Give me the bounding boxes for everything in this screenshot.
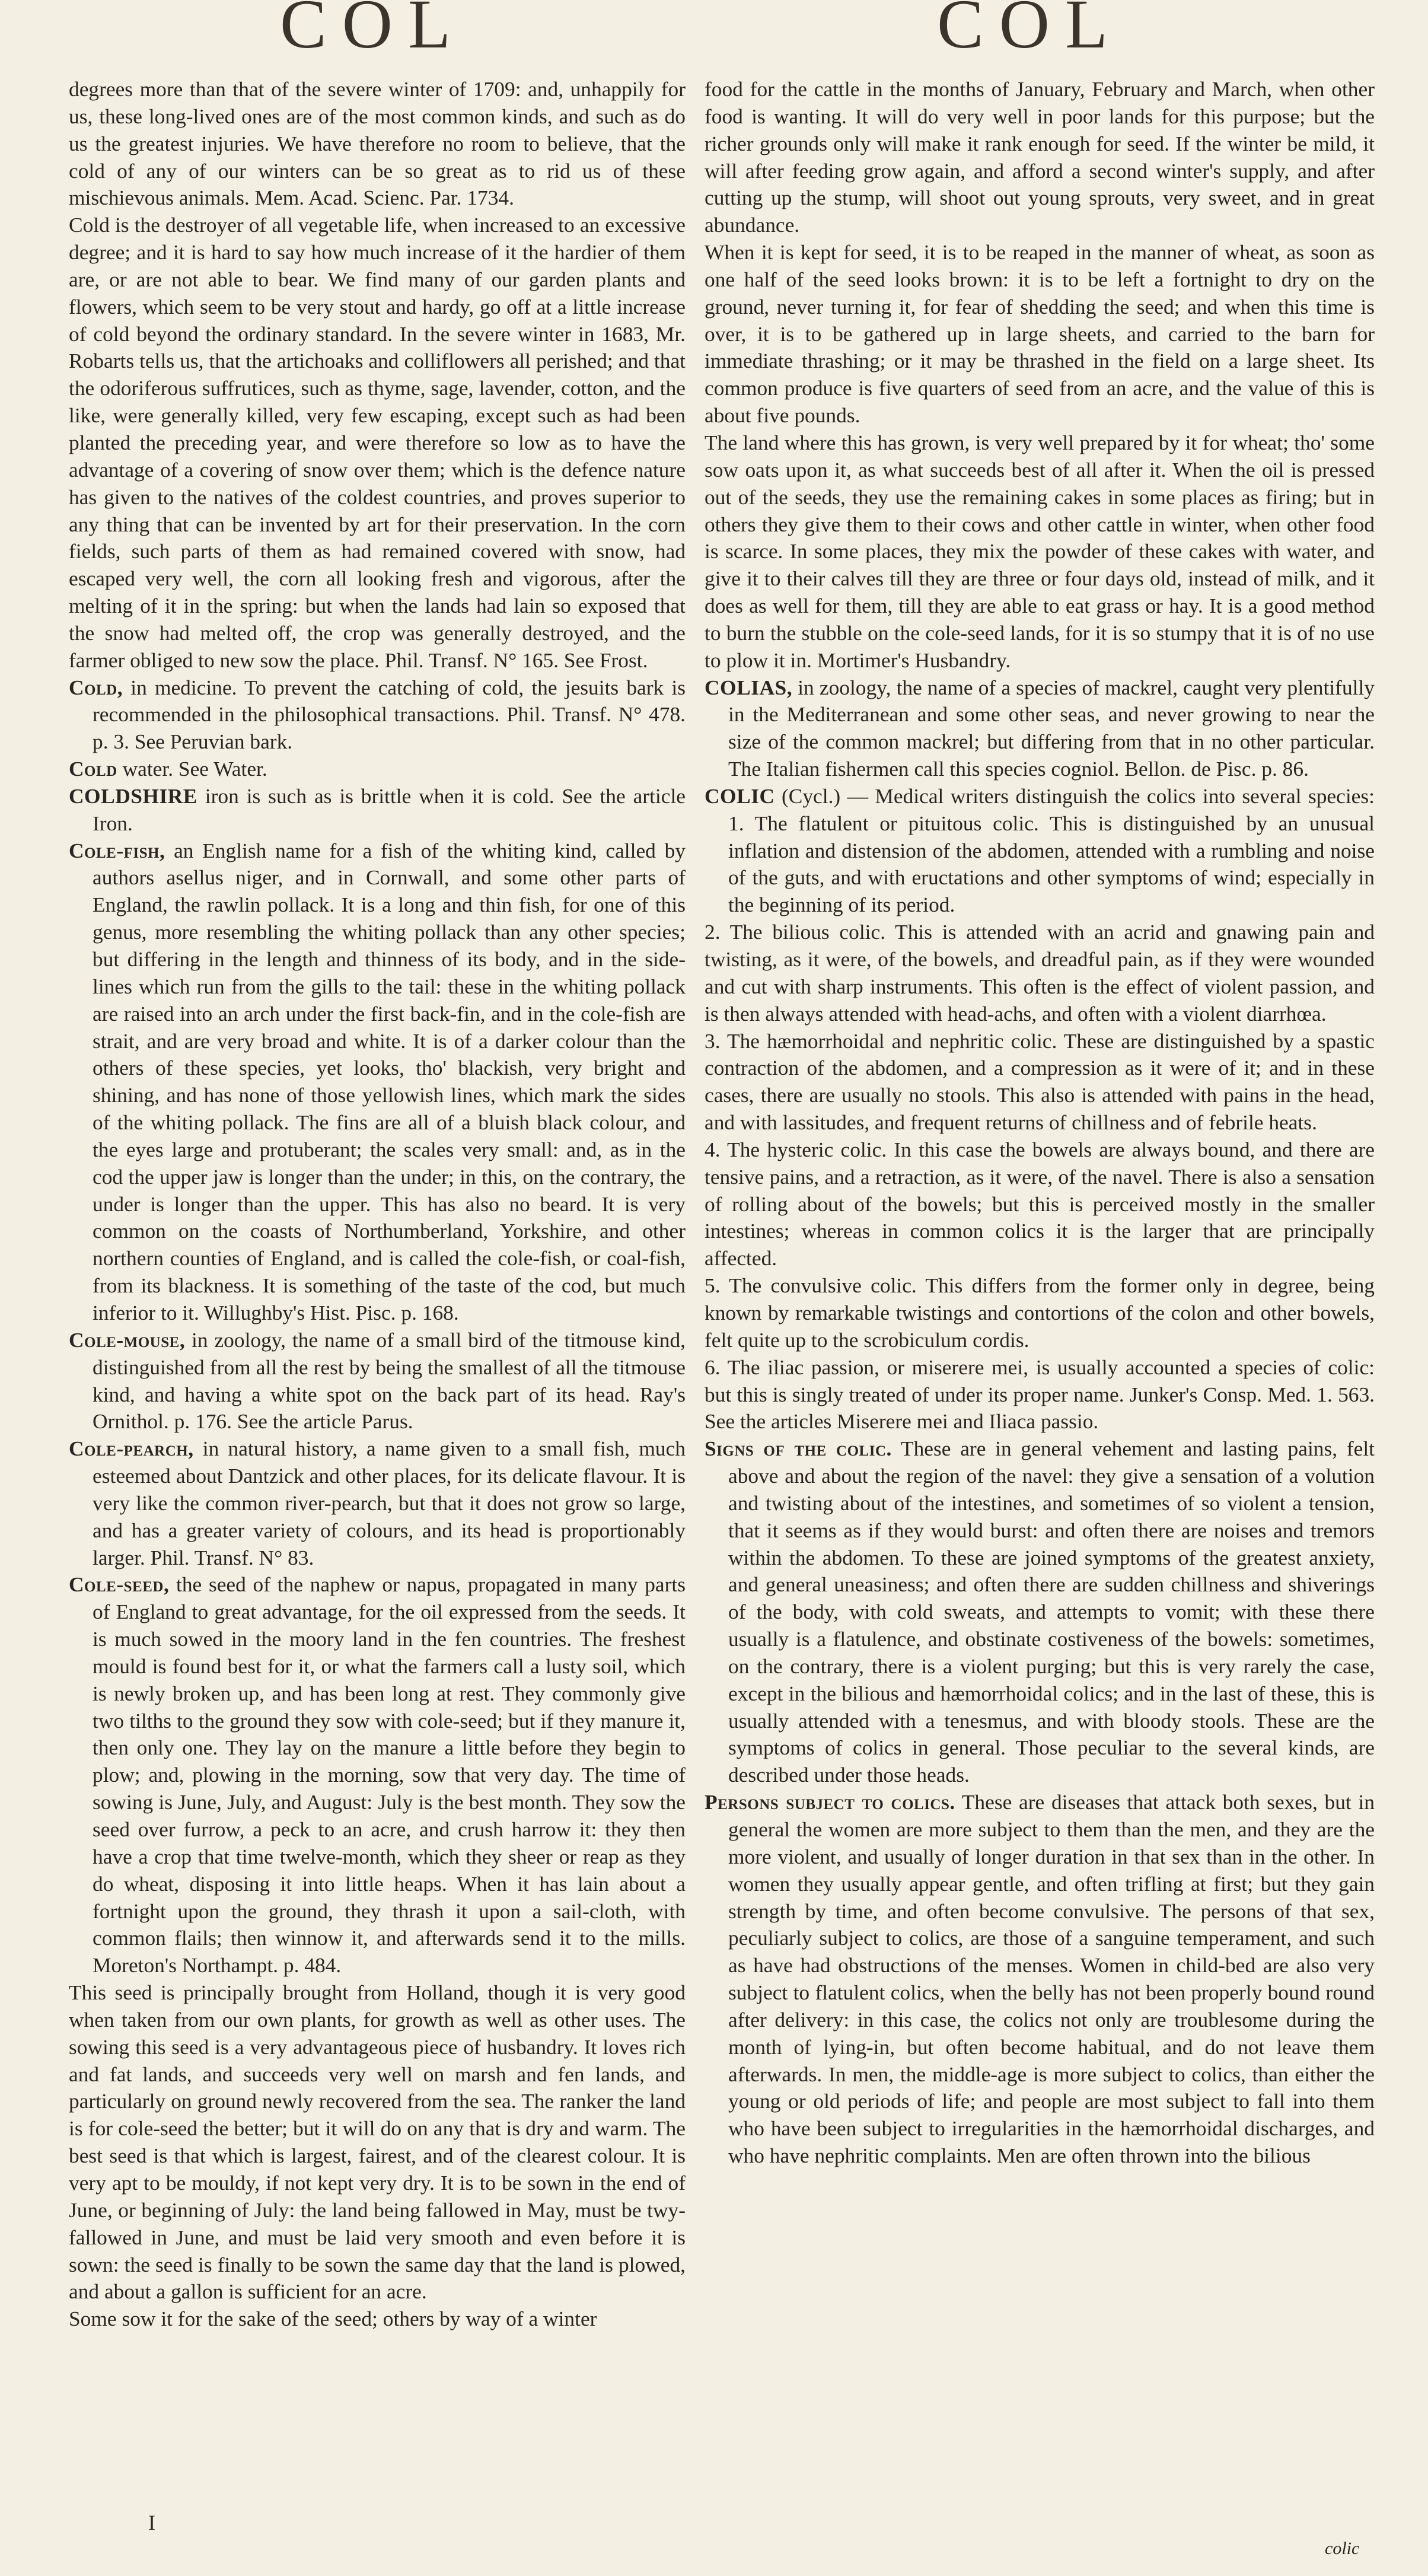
catchword: colic xyxy=(1325,2539,1360,2558)
left-column xyxy=(69,76,686,2508)
entry-headword: Cold xyxy=(69,757,117,781)
header-right: COL xyxy=(937,0,1123,63)
paragraph: Some sow it for the sake of the seed; others by way of a winter xyxy=(69,2307,597,2331)
entry-body: These are in general vehement and lasting pains, felt above and about the region of the navel: they give a sensation of a volution and twisting about of the intestines, and sometimes of so violent a tension, that it seems as if they would burst: and often there are noises and tremors within the abdomen. To these are joined symptoms of the greatest anxiety, and general uneasiness; and often there are sudden chillness and shiverings of the body, with cold sweats, and attempts to vomit; with these there usually is a flatulence, and obstinate costiveness of the bowels: sometimes, on the contrary, there is a violent purging; but this is very rarely the case, except in the bilious and hæmorrhoidal colics; and in the last of these, this is usually attended with a tenesmus, and with bloody stools. These are the symptoms of colics in general. Those peculiar to the several kinds, are described under those heads. xyxy=(728,1437,1375,1787)
dictionary-entry xyxy=(705,783,1375,919)
entry-headword: Signs of the colic. xyxy=(705,1437,892,1461)
header-left: COL xyxy=(280,0,466,63)
entry-headword: Persons subject to colics. xyxy=(705,1790,955,1814)
entry-body: in zoology, the name of a species of mackrel, caught very plentifully in the Mediterranean and some other seas, and never growing to near the size of the common mackrel; but differing from that in no other particular. The Italian fishermen call this species cogniol. Bellon. de Pisc. p. 86. xyxy=(728,675,1375,781)
dictionary-entry xyxy=(69,783,686,838)
entry-body: an English name for a fish of the whiting kind, called by authors asellus niger, and in Cornwall, and some other parts of England, the rawlin pollack. It is a long and thin fish, for one of this genus, more resembling the whiting pollack than any other species; but differing in the length and thinness of its body, and in the side-lines which run from the gills to the tail: these in the whiting pollack are raised into an arch under the first back-fin, and in the cole-fish are strait, and are very broad and white. It is of a darker colour than the others of these species, yet looks, tho' blackish, very bright and shining, and has none of those yellowish lines, which mark the sides of the whiting pollack. The fins are all of a bluish black colour, and the eyes large and protuberant; the scales very small: and, as in the cod the upper jaw is longer than the under; in this, on the contrary, the under is longer than the upper. This has also no beard. It is very common on the coasts of Northumberland, Yorkshire, and other northern counties of England, and is called the cole-fish, or coal-fish, from its blackness. It is something of the taste of the cod, but much inferior to it. Willughby's Hist. Pisc. p. 168. xyxy=(93,838,686,1324)
dictionary-entry xyxy=(69,674,686,756)
signature-mark: I xyxy=(148,2511,155,2534)
entry-body: water. See Water. xyxy=(117,757,267,781)
paragraph: The land where this has grown, is very well prepared by it for wheat; tho' some sow oats upon it, as what succeeds best of all after it. When the oil is pressed out of the seeds, they use the remaining cakes in some places as firing; but in others they give them to their cows and other cattle in winter, when other food is scarce. In some places, they mix the powder of these cakes with water, and give it to their calves till they are three or four days old, instead of milk, and it does as well for them, till they are able to eat grass or hay. It is a good method to burn the stubble on the cole-seed lands, for it is so stumpy that it is of no use to plow it in. Mortimer's Husbandry. xyxy=(705,430,1375,672)
paragraph: 3. The hæmorrhoidal and nephritic colic. These are distinguished by a spastic contraction of the abdomen, and a compression as it were of it; and in these cases, there are usually no stools. This also is attended with pains in the head, and with lassitudes, and frequent returns of chillness and of febrile heats. xyxy=(705,1029,1375,1135)
entry-body: in medicine. To prevent the catching of cold, the jesuits bark is recommended in the philosophical transactions. Phil. Transf. N° 478. p. 3. See Peruvian bark. xyxy=(93,675,686,754)
paragraph: 5. The convulsive colic. This differs from the former only in degree, being known by remarkable twistings and contortions of the colon and other bowels, felt quite up to the scrobiculum cordis. xyxy=(705,1273,1375,1352)
paragraph: 6. The iliac passion, or miserere mei, is usually accounted a species of colic: but this is singly treated of under its proper name. Junker's Consp. Med. 1. 563. See the articles Miserere mei and Iliaca passio. xyxy=(705,1355,1375,1434)
entry-body: the seed of the naphew or napus, propagated in many parts of England to great advantage, for the oil expressed from the seeds. It is much sowed in the moory land in the fen countries. The freshest mould is found best for it, or what the farmers call a lusty soil, which is newly broken up, and has been long at rest. They commonly give two tilths to the ground they sow with cole-seed; but if they manure it, then only one. They lay on the manure a little before they begin to plow; and, plowing in the morning, sow that very day. The time of sowing is June, July, and August: July is the best month. They sow the seed over furrow, a peck to an acre, and crush harrow it: they then have a crop that time twelve-month, which they sheer or reap as they do wheat, disposing it into little heaps. When it has lain about a fortnight upon the ground, they thrash it upon a sail-cloth, with common flails; then winnow it, and afterwards send it to the mills. Moreton's Northampt. p. 484. xyxy=(93,1572,686,1978)
paragraph: Cold is the destroyer of all vegetable life, when increased to an excessive degree; and it is hard to say how much increase of it the hardier of them are, or are not able to bear. We find many of our garden plants and flowers, which seem to be very stout and hardy, go off at a little increase of cold beyond the ordinary standard. In the severe winter in 1683, Mr. Robarts tells us, that the artichoaks and colliflowers all perished; and that the odoriferous suffrutices, such as thyme, sage, lavender, cotton, and the like, were generally killed, very few escaping, except such as had been planted the preceding year, and were therefore so low as to have the advantage of a covering of snow over them; which is the defence nature has given to the natives of the coldest countries, and proves superior to any thing that can be invented by art for their preservation. In the corn fields, such parts of them as had remained covered with snow, had escaped very well, the corn all looking fresh and vigorous, after the melting of it in the spring: but when the lands had lain so exposed that the snow had melted off, the crop was generally destroyed, and the farmer obliged to new sow the place. Phil. Transf. N° 165. See Frost. xyxy=(69,213,686,672)
paragraph: This seed is principally brought from Holland, though it is very good when taken from our own plants, for growth as well as other uses. The sowing this seed is a very advantageous piece of husbandry. It loves rich and fat lands, and succeeds very well on marsh and fen lands, and particularly on ground newly recovered from the sea. The ranker the land is for cole-seed the better; but it will do on any that is dry and warm. The best seed is that which is largest, fairest, and of the clearest colour. It is very apt to be mouldy, if not kept very dry. It is to be sown in the end of June, or beginning of July: the land being fallowed in May, must be twy-fallowed in June, and must be laid very smooth and even before it is sown: the seed is finally to be sown the same day that the land is plowed, and about a gallon is sufficient for an acre. xyxy=(69,1980,686,2304)
dictionary-entry xyxy=(705,1789,1375,2170)
entry-headword: COLIC xyxy=(705,784,775,808)
dictionary-entry xyxy=(69,838,686,1327)
paragraph: food for the cattle in the months of January, February and March, when other food is wanting. It will do very well in poor lands for this purpose; but the richer grounds only will make it rank enough for seed. If the winter be mild, it will after feeding grow again, and afford a second winter's supply, and after cutting up the stump, will shoot out young sprouts, very sweet, and in great abundance. xyxy=(705,77,1375,237)
entry-headword: Cole-pearch, xyxy=(69,1437,194,1461)
entry-headword: Cole-fish, xyxy=(69,838,165,862)
entry-body: in zoology, the name of a small bird of the titmouse kind, distinguished from all the rest by being the smallest of all the titmouse kind, and having a white spot on the back part of its head. Ray's Ornithol. p. 176. See the article Parus. xyxy=(93,1327,686,1434)
entry-body: iron is such as is brittle when it is cold. See the article Iron. xyxy=(93,784,686,835)
paragraph: 4. The hysteric colic. In this case the bowels are always bound, and there are tensive pains, and a retraction, as it were, of the navel. There is also a sensation of rolling about of the bowels; but this is perceived mostly in the smaller intestines; whereas in common colics it is the larger that are principally affected. xyxy=(705,1137,1375,1271)
entry-headword: COLIAS, xyxy=(705,675,793,699)
right-column xyxy=(705,76,1375,2508)
dictionary-entry xyxy=(69,756,686,783)
entry-body: (Cycl.) — Medical writers distinguish the colics into several species: 1. The flatulent or pituitous colic. This is distinguished by an unusual inflation and distension of the abdomen, attended with a rumbling and noise of the guts, and with eructations and other symptoms of wind; especially in the beginning of its period. xyxy=(728,784,1375,917)
entry-body: These are diseases that attack both sexes, but in general the women are more subject to them than the men, and they are the more violent, and usually of longer duration in that sex than in the other. In women they usually appear gentle, and often trifling at first; but they gain strength by time, and often become convulsive. The persons of that sex, peculiarly subject to colics, are those of a sanguine temperament, and such as have had obstructions of the menses. Women in child-bed are also very subject to flatulent colics, when the belly has not been properly bound round after delivery: in this case, the colics not only are troublesome during the month of lying-in, but often become habitual, and do not leave them afterwards. In men, the middle-age is more subject to colics, than either the young or old periods of life; and people are most subject to fall into them who have been subject to irregularities in the hæmorrhoidal discharges, and who have nephritic complaints. Men are often thrown into the bilious xyxy=(728,1790,1375,2168)
paragraph: degrees more than that of the severe winter of 1709: and, unhappily for us, these long-lived ones are of the most common kinds, and such as do us the greatest injuries. We have therefore no room to believe, that the cold of any of our winters can be so great as to rid us of these mischievous animals. Mem. Acad. Scienc. Par. 1734. xyxy=(69,77,686,210)
entry-headword: COLDSHIRE xyxy=(69,784,197,808)
dictionary-entry xyxy=(705,674,1375,783)
running-header xyxy=(0,0,1428,77)
dictionary-entry xyxy=(69,1571,686,1979)
entry-headword: Cole-mouse, xyxy=(69,1327,186,1352)
dictionary-entry xyxy=(69,1435,686,1571)
paragraph: When it is kept for seed, it is to be reaped in the manner of wheat, as soon as one half of the seed looks brown: it is to be left a fortnight to dry on the ground, never turning it, for fear of shedding the seed; and when this time is over, it is to be gathered up in large sheets, and carried to the barn for immediate thrashing; or it may be thrashed in the field on a large sheet. Its common produce is five quarters of seed from an acre, and the value of this is about five pounds. xyxy=(705,240,1375,428)
entry-headword: Cold, xyxy=(69,675,123,699)
dictionary-entry xyxy=(69,1327,686,1435)
dictionary-entry xyxy=(705,1435,1375,1789)
entry-headword: Cole-seed, xyxy=(69,1572,170,1597)
paragraph: 2. The bilious colic. This is attended with an acrid and gnawing pain and twisting, as it were, of the bowels, and dreadful pain, as if they were wounded and cut with sharp instruments. This often is the effect of violent passion, and is then always attended with head-achs, and often with a violent diarrhœa. xyxy=(705,920,1375,1026)
entry-body: in natural history, a name given to a small fish, much esteemed about Dantzick and other places, for its delicate flavour. It is very like the common river-pearch, but that it does not grow so large, and has a greater variety of colours, and its head is proportionably larger. Phil. Transf. N° 83. xyxy=(93,1437,686,1569)
